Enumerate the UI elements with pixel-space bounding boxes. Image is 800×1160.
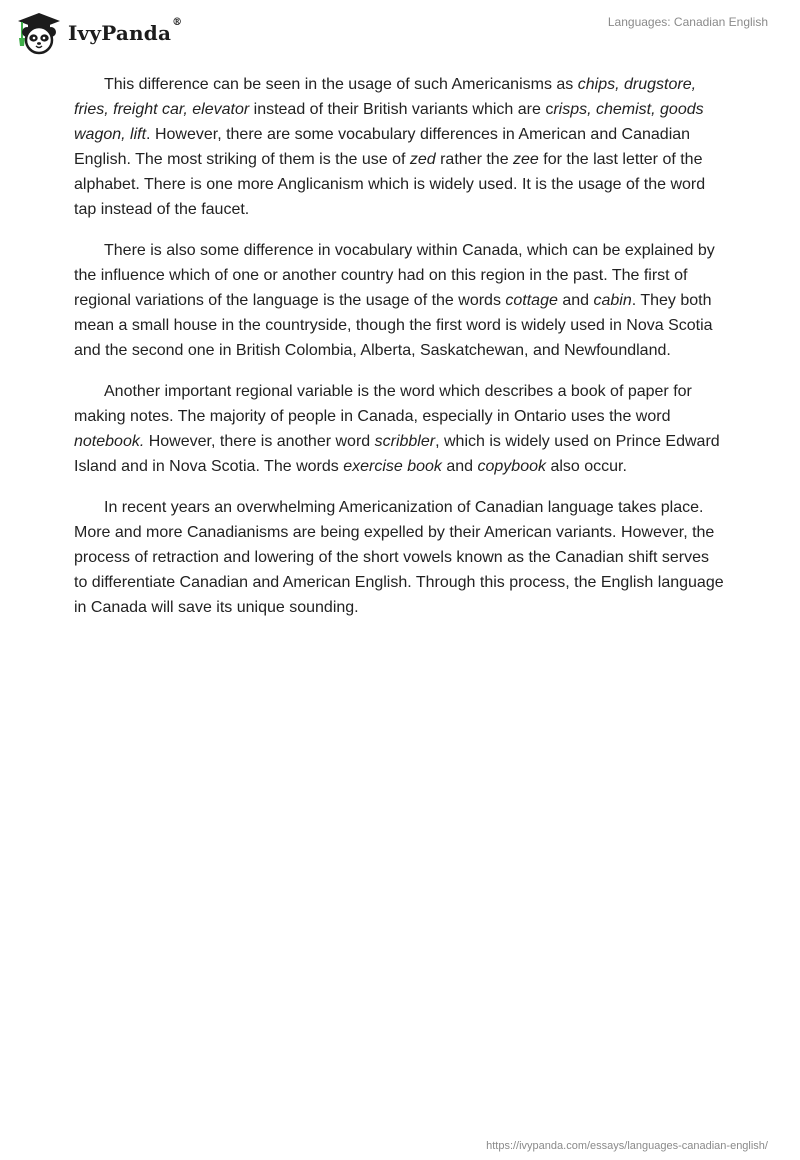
italic-term: exercise book [343, 458, 442, 475]
text-run: . They both mean a small house in the countryside, though the first word is widely used in Nova Scotia and the second one in British Colombia, Alberta, Saskatchewan, and Newfoundland. [74, 292, 713, 359]
document-title: Languages: Canadian English [607, 15, 768, 29]
panda-graduate-icon [14, 8, 62, 56]
registered-mark: ® [172, 17, 183, 28]
italic-term: zee [513, 151, 539, 168]
text-run: instead of their British variants which are c [249, 101, 554, 118]
paragraph [74, 238, 724, 363]
text-run: In recent years an overwhelming Americanization of Canadian language takes place. More and more Canadianisms are being expelled by their American variants. However, the process of retraction and lowering of the short vowels known as the Canadian shift serves to differentiate Canadian and American English. Through this process, the English language in Canada will save its unique sounding. [74, 499, 724, 616]
essay-body [74, 72, 724, 636]
paragraph [74, 379, 724, 479]
text-run: This difference can be seen in the usage of such Americanisms as [104, 76, 578, 93]
italic-term: zed [409, 151, 436, 168]
italic-term: copybook [477, 458, 546, 475]
italic-term: risps, chemist, goods wagon, lift [74, 101, 704, 143]
text-run: rather the [435, 151, 514, 168]
text-run: There is also some difference in vocabulary within Canada, which can be explained by the influence which of one or another country had on this region in the past. The first of regional variations of the language is the usage of the words [74, 242, 715, 309]
text-run: and [557, 292, 594, 309]
italic-term: notebook. [74, 433, 145, 450]
italic-term: cabin [593, 292, 632, 309]
ivypanda-logo[interactable] [14, 8, 182, 56]
source-url[interactable]: https://ivypanda.com/essays/languages-canadian-english/ [486, 1140, 768, 1152]
brand-name: IvyPanda® [68, 17, 183, 45]
text-run: Another important regional variable is the word which describes a book of paper for making notes. The majority of people in Canada, especially in Ontario uses the word [74, 383, 692, 425]
text-run: . However, there are some vocabulary differences in American and Canadian English. The most striking of them is the use of [74, 126, 691, 168]
paragraph [74, 72, 724, 222]
paragraph [74, 495, 724, 620]
text-run: and [441, 458, 478, 475]
italic-term: chips, drugstore, fries, freight car, elevator [74, 76, 697, 118]
text-run: However, there is another word [144, 433, 375, 450]
text-run: , which is widely used on Prince Edward Island and in Nova Scotia. The words [74, 433, 720, 475]
italic-term: cottage [505, 292, 558, 309]
text-run: also occur. [546, 458, 627, 475]
text-run: for the last letter of the alphabet. There is one more Anglicanism which is widely used. It is the usage of the word tap instead of the faucet. [74, 151, 706, 218]
page-header [0, 0, 800, 64]
italic-term: scribbler [374, 433, 436, 450]
